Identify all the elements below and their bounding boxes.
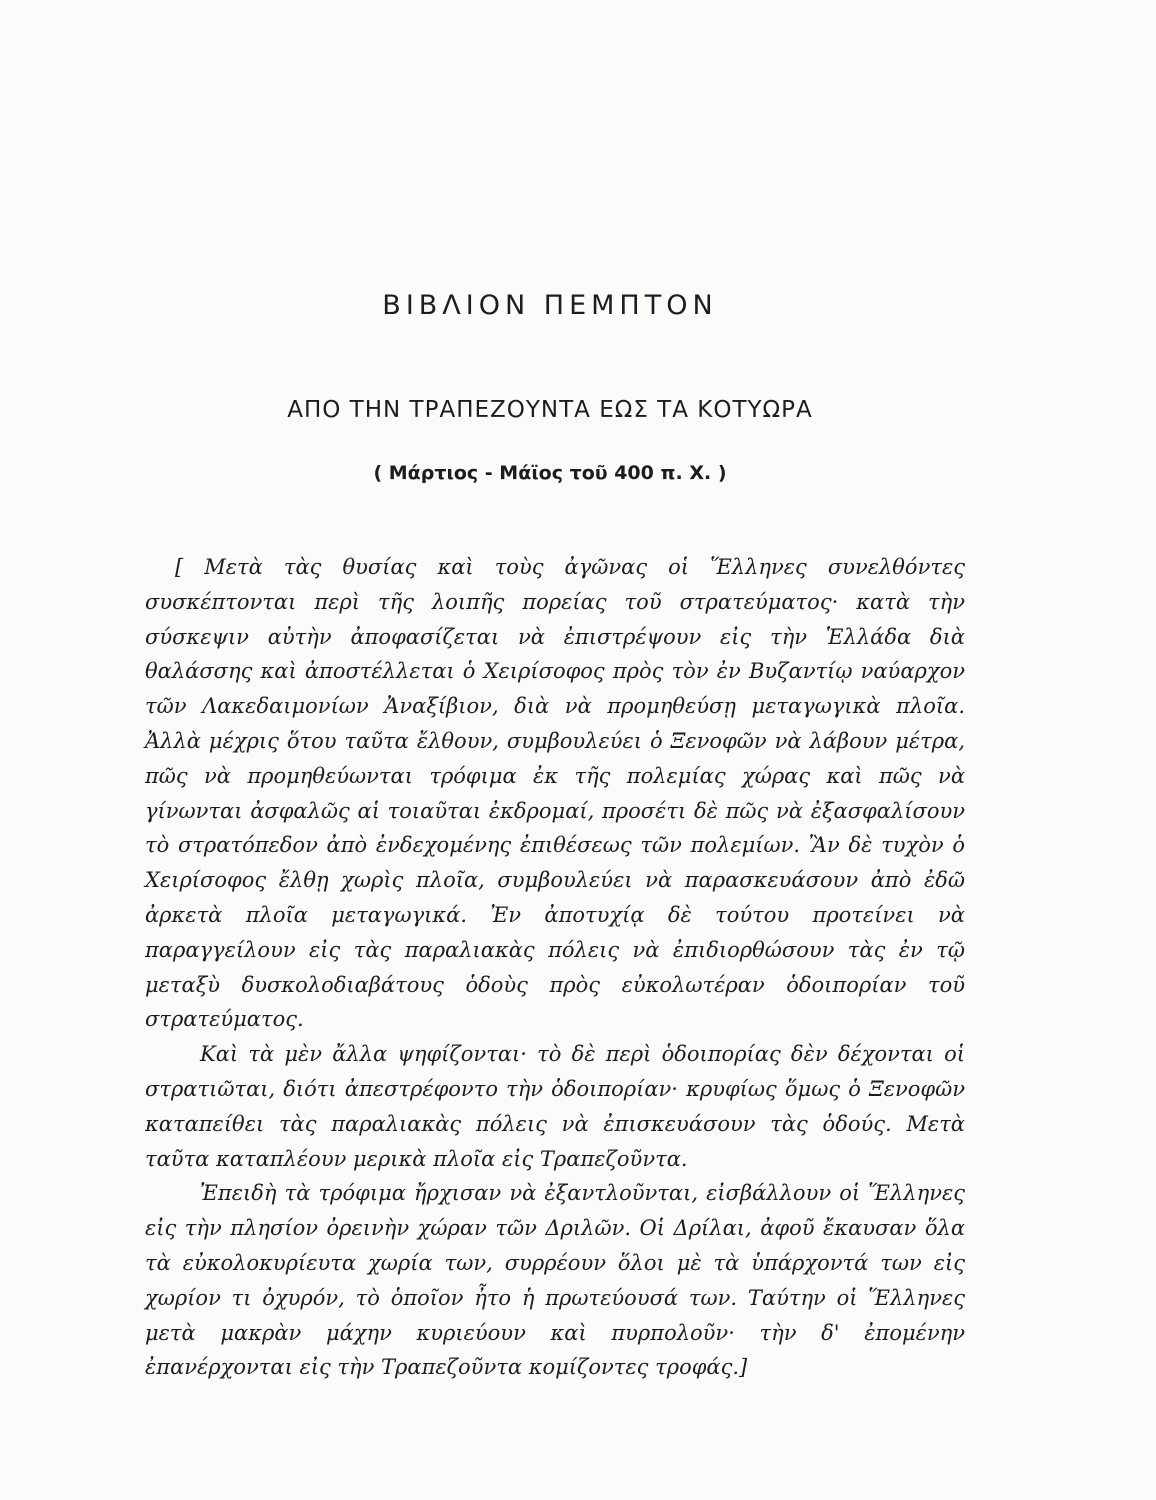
open-bracket: [ xyxy=(175,555,205,579)
summary-paragraph-1 xyxy=(145,550,965,1037)
chapter-title: ΑΠΟ ΤΗΝ ΤΡΑΠΕΖΟΥΝΤΑ ΕΩΣ ΤΑ ΚΟΤΥΩΡΑ xyxy=(287,397,813,423)
book-title: ΒΙΒΛΙΟΝ ΠΕΜΠΤΟΝ xyxy=(382,290,718,321)
summary-paragraph-3 xyxy=(145,1176,965,1385)
date-range: ( Μάρτιος - Μάϊος τοῦ 400 π. Χ. ) xyxy=(373,462,727,484)
chapter-summary xyxy=(145,550,965,1385)
summary-paragraph-1-text: Μετὰ τὰς θυσίας καὶ τοὺς ἀγῶνας οἱ Ἕλληνες συνελθόντες συσκέπτονται περὶ τῆς λοιπῆς πορείας τοῦ στρατεύματος· κατὰ τὴν σύσκεψιν αὐτὴν ἀποφασίζεται νὰ ἐπιστρέψουν εἰς τὴν Ἑλλάδα διὰ θαλάσσης καὶ ἀποστέλλεται ὁ Χειρίσοφος πρὸς τὸν ἐν Βυζαντίῳ ναύαρχον τῶν Λακεδαιμονίων Ἀναξίβιον, διὰ νὰ προμηθεύσῃ μεταγωγικὰ πλοῖα. Ἀλλὰ μέχρις ὅτου ταῦτα ἔλθουν, συμβουλεύει ὁ Ξενοφῶν νὰ λάβουν μέτρα, πῶς νὰ προμηθεύωνται τρόφιμα ἐκ τῆς πολεμίας χώρας καὶ πῶς νὰ γίνωνται ἀσφαλῶς αἱ τοιαῦται ἐκδρομαί, προσέτι δὲ πῶς νὰ ἐξασφαλίσουν τὸ στρατόπεδον ἀπὸ ἐνδεχομένης ἐπιθέσεως τῶν πολεμίων. Ἂν δὲ τυχὸν ὁ Χειρίσοφος ἔλθῃ χωρὶς πλοῖα, συμβουλεύει νὰ παρασκευάσουν ἀπὸ ἐδῶ ἀρκετὰ πλοῖα μεταγωγικά. Ἐν ἀποτυχίᾳ δὲ τούτου προτείνει νὰ παραγγείλουν εἰς τὰς παραλιακὰς πόλεις νὰ ἐπιδιορθώσουν τὰς ἐν τῷ μεταξὺ δυσκολοδιαβάτους ὁδοὺς πρὸς εὐκολωτέραν ὁδοιπορίαν τοῦ στρατεύματος. xyxy=(145,555,965,1032)
summary-paragraph-3-text: Ἐπειδὴ τὰ τρόφιμα ἤρχισαν νὰ ἐξαντλοῦνται, εἰσβάλλουν οἱ Ἕλληνες εἰς τὴν πλησίον ὀρεινὴν χώραν τῶν Δριλῶν. Οἱ Δρίλαι, ἀφοῦ ἔκαυσαν ὅλα τὰ εὐκολοκυρίευτα χωρία των, συρρέουν ὅλοι μὲ τὰ ὑπάρχοντά των εἰς χωρίον τι ὀχυρόν, τὸ ὁποῖον ἦτο ἡ πρωτεύουσά των. Ταύτην οἱ Ἕλληνες μετὰ μακρὰν μάχην κυριεύουν καὶ πυρπολοῦν· τὴν δ' ἐπομένην ἐπανέρχονται εἰς τὴν Τραπεζοῦντα κομίζοντες τροφάς. xyxy=(145,1181,965,1380)
close-bracket: ] xyxy=(739,1355,748,1380)
summary-paragraph-2: Καὶ τὰ μὲν ἄλλα ψηφίζονται· τὸ δὲ περὶ ὁδοιπορίας δὲν δέχονται οἱ στρατιῶται, διότι ἀπεστρέφοντο τὴν ὁδοιπορίαν· κρυφίως ὅμως ὁ Ξενοφῶν καταπείθει τὰς παραλιακὰς πόλεις νὰ ἐπισκευάσουν τὰς ὁδούς. Μετὰ ταῦτα καταπλέουν μερικὰ πλοῖα εἰς Τραπεζοῦντα. xyxy=(145,1042,965,1171)
